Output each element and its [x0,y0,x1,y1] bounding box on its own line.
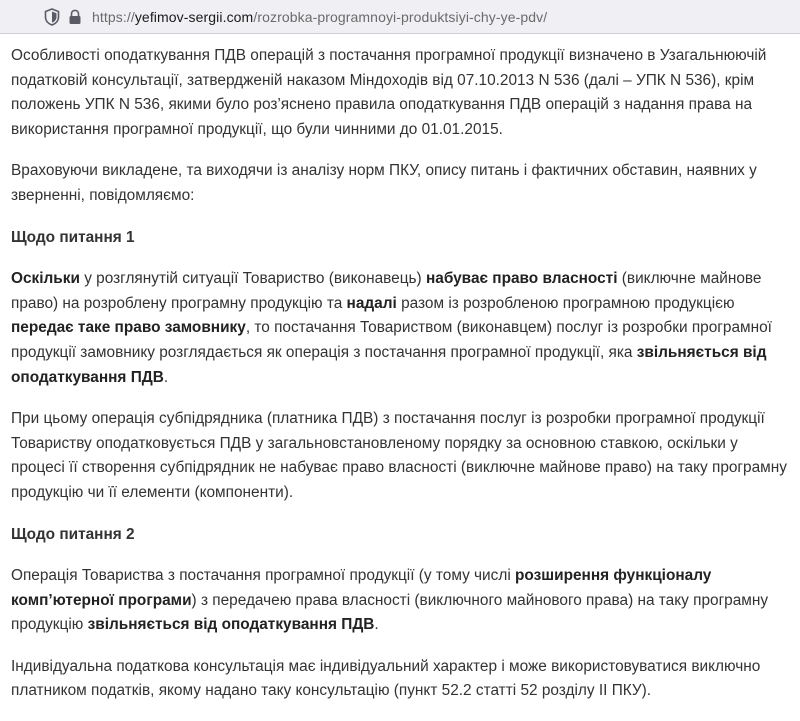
emphasis-text: надалі [346,294,397,312]
paragraph-subcontractor: При цьому операція субпідрядника (платника ПДВ) з постачання послуг із розробки програмної продукції Товариству оподатковується ПДВ у загальновстановленому порядку за основною ставкою, оскільки у процесі її створення субпідрядник не набуває право власності (виключне майнове право) на таку програмну продукцію чи її елементи (компоненти). [11,410,787,501]
paragraph-text: у розглянутій ситуації Товариство (виконавець) [79,270,426,288]
paragraph-intro: Особливості оподаткування ПДВ операцій з постачання програмної продукції визначено в Узагальнюючій податковій консультації, затвердженій наказом Міндоходів від 07.10.2013 N 536 (далі – УПК N 536), крім положень УПК N 536, якими було роз’яснено правила оподаткування ПДВ операцій з надання права на використання програмної продукції, що були чинними до 01.01.2015. [11,47,767,138]
paragraph-text: ) з передачею права власності (виключного майнового права) на таку програмну продукцію [11,591,769,634]
emphasis-text: звільняється від оподаткування ПДВ [87,616,375,634]
paragraph-answer-2 [11,564,791,638]
paragraph-context: Враховуючи викладене, та виходячи із аналізу норм ПКУ, опису питань і фактичних обставин, наявних у зверненні, повідомляємо: [11,162,757,204]
paragraph-text: . [374,616,379,634]
heading-question-2: Щодо питання 2 [11,525,135,543]
paragraph-answer-1 [11,267,791,390]
paragraph-text: разом із розробленою програмною продукцією [396,294,735,312]
article-body [11,44,791,721]
emphasis-text: звільняється від оподаткування ПДВ [11,343,767,386]
paragraph-text: . [163,368,169,386]
heading-question-1: Щодо питання 1 [11,228,135,246]
paragraph-text: Операція Товариства з постачання програмної продукції (у тому числі [11,567,516,585]
emphasis-text: передає таке право замовнику [11,319,246,337]
paragraph-text: , то постачання Товариством (виконавцем) послуг із розробки програмної продукції замовнику розглядається як операція з постачання програмної продукції, яка [11,319,772,361]
paragraph-text: (виключне майнове право) на розроблену програмну продукцію та [11,270,762,312]
url-scheme: https:// [92,9,135,25]
browser-address-bar[interactable] [0,0,800,34]
url-text[interactable] [92,7,547,27]
emphasis-text: Оскільки [11,270,80,288]
url-path: /rozrobka-programnoyi-produktsiyi-chy-ye-pdv/ [253,9,548,25]
paragraph-disclaimer: Індивідуальна податкова консультація має індивідуальний характер і може використовуватися виключно платником податків, якому надано таку консультацію (пункт 52.2 статті 52 розділу ІІ ПКУ). [11,657,761,700]
secure-lock-icon[interactable] [68,9,82,25]
emphasis-text: набуває право власності [425,270,618,288]
emphasis-text: розширення функціоналу комп’ютерної програми [11,567,712,609]
url-host: yefimov-sergii.com [134,9,254,25]
tracking-protection-shield-icon[interactable] [44,8,60,26]
